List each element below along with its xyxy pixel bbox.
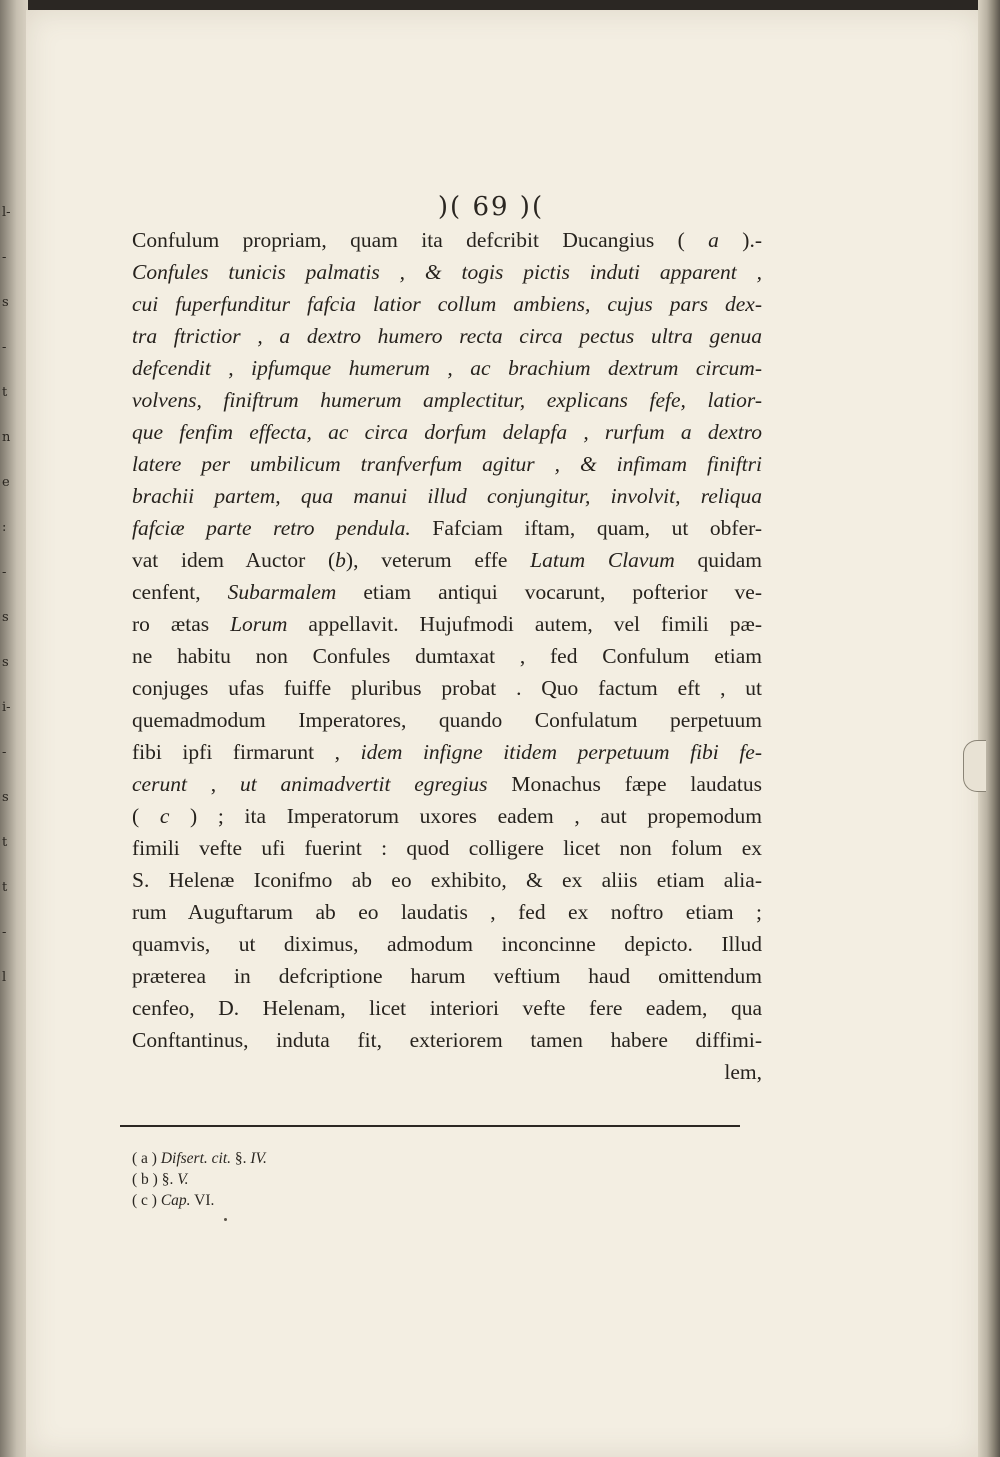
- margin-fragment: -: [2, 250, 7, 265]
- line-run: rum Auguftarum ab eo laudatis , fed ex noftro etiam ;: [132, 900, 762, 924]
- line-run: defcendit , ipfumque humerum , ac brachium dextrum circum-: [132, 356, 762, 380]
- line-run: que fenfim effecta, ac circa dorfum delapfa , rurfum a dextro: [132, 420, 762, 444]
- line-run: Monachus fæpe laudatus: [487, 772, 763, 796]
- margin-fragment: -: [2, 745, 7, 760]
- line-run: fibi ipfi firmarunt ,: [132, 740, 361, 764]
- text-line: [132, 512, 762, 544]
- margin-fragment: l-: [2, 205, 11, 220]
- line-run: ro ætas: [132, 612, 231, 636]
- line-run: vat idem Auctor (: [132, 548, 336, 572]
- line-run: quidam: [674, 548, 762, 572]
- line-run: idem infigne itidem perpetuum fibi fe-: [360, 740, 763, 764]
- line-run: quamvis, ut diximus, admodum inconcinne depicto. Illud: [132, 932, 762, 956]
- footnote-run: ( a ): [132, 1150, 161, 1167]
- text-line: [132, 768, 762, 800]
- margin-fragment: l: [2, 970, 7, 985]
- line-run: Confules tunicis palmatis , & togis pictis induti apparent ,: [132, 260, 762, 284]
- text-line: [132, 960, 762, 992]
- footnotes: [132, 1148, 267, 1211]
- footnote-line: [132, 1190, 267, 1211]
- line-run: præterea in defcriptione harum veftium haud omittendum: [132, 964, 762, 988]
- line-run: cui fuperfunditur fafcia latior collum ambiens, cujus pars dex-: [132, 292, 762, 316]
- book-page: [26, 10, 981, 1457]
- line-run: a: [708, 228, 719, 252]
- line-run: quemadmodum Imperatores, quando Confulatum perpetuum: [132, 708, 762, 732]
- line-run: ut animadvertit egregius: [239, 772, 488, 796]
- margin-fragment: e: [2, 475, 10, 490]
- line-run: (: [132, 804, 160, 828]
- text-line: [132, 928, 762, 960]
- text-line: [132, 416, 762, 448]
- text-line: [132, 832, 762, 864]
- margin-fragment: n: [2, 430, 11, 445]
- line-run: Confulum propriam, quam ita defcribit Ducangius (: [132, 228, 709, 252]
- margin-fragment: :: [2, 520, 7, 535]
- margin-fragment: s: [2, 790, 9, 805]
- footnote-run: ( b ) §.: [132, 1171, 178, 1188]
- line-run: S. Helenæ Iconifmo ab eo exhibito, & ex aliis etiam alia-: [132, 868, 762, 892]
- footnote-run: ( c ): [132, 1192, 161, 1209]
- footnote-line: [132, 1148, 267, 1169]
- line-run: b: [335, 548, 346, 572]
- text-line: [132, 480, 762, 512]
- text-line: [132, 1056, 762, 1088]
- footnote-run: Cap.: [160, 1192, 191, 1209]
- margin-fragment: t: [2, 385, 8, 400]
- footnote-run: Difsert. cit.: [160, 1150, 232, 1167]
- page-number: )( 69 )(: [437, 192, 545, 222]
- text-line: [132, 576, 762, 608]
- line-run: ), veterum effe: [345, 548, 531, 572]
- text-line: [132, 704, 762, 736]
- text-line: [132, 800, 762, 832]
- line-run: appellavit. Hujufmodi autem, vel fimili pæ-: [287, 612, 763, 636]
- line-run: ne habitu non Confules dumtaxat , fed Confulum etiam: [132, 644, 762, 668]
- margin-fragment: t: [2, 835, 8, 850]
- page-stack-edge: [978, 0, 1000, 1457]
- line-run: Latum Clavum: [530, 548, 675, 572]
- line-run: brachii partem, qua manui illud conjungitur, involvit, reliqua: [132, 484, 762, 508]
- line-run: fimili vefte ufi fuerint : quod colligere licet non folum ex: [132, 836, 762, 860]
- line-run: tra ftrictior , a dextro humero recta circa pectus ultra genua: [132, 324, 762, 348]
- margin-fragment: i-: [2, 700, 11, 715]
- margin-fragment: s: [2, 610, 9, 625]
- line-run: Subarmalem: [227, 580, 337, 604]
- page-clip-mark: [963, 740, 986, 792]
- line-run: fafciæ parte retro pendula.: [132, 516, 411, 540]
- margin-fragment: -: [2, 340, 7, 355]
- text-line: [132, 288, 762, 320]
- line-run: latere per umbilicum tranfverfum agitur , & infimam finiftri: [132, 452, 762, 476]
- line-run: etiam antiqui vocarunt, pofterior ve-: [336, 580, 763, 604]
- text-line: [132, 320, 762, 352]
- margin-fragment: t: [2, 880, 8, 895]
- text-line: [132, 1024, 762, 1056]
- margin-fragment: s: [2, 655, 9, 670]
- footnote-run: §.: [231, 1150, 251, 1167]
- line-run: ).-: [718, 228, 762, 252]
- text-line: [132, 736, 762, 768]
- text-line: [132, 544, 762, 576]
- line-run: cerunt: [132, 772, 187, 796]
- text-line: [132, 352, 762, 384]
- line-run: conjuges ufas fuiffe pluribus probat . Quo factum eft , ut: [132, 676, 762, 700]
- adjacent-page-edge: [0, 0, 28, 1457]
- margin-fragment: s: [2, 295, 9, 310]
- text-line: [132, 256, 762, 288]
- text-line: [132, 864, 762, 896]
- text-line: [132, 384, 762, 416]
- text-line: [132, 608, 762, 640]
- margin-fragment: -: [2, 565, 7, 580]
- line-run: c: [159, 804, 170, 828]
- text-line: [132, 640, 762, 672]
- line-run: Conftantinus, induta fit, exteriorem tamen habere diffimi-: [132, 1028, 762, 1052]
- line-run: volvens, finiftrum humerum amplectitur, explicans fefe, latior-: [132, 388, 762, 412]
- footnote-run: VI.: [190, 1192, 215, 1209]
- line-run: cenfent,: [132, 580, 228, 604]
- line-run: lem,: [724, 1060, 762, 1084]
- text-line: [132, 448, 762, 480]
- line-run: ) ; ita Imperatorum uxores eadem , aut propemodum: [169, 804, 762, 828]
- text-line: [132, 992, 762, 1024]
- line-run: Lorum: [230, 612, 288, 636]
- ink-speck: [224, 1218, 227, 1221]
- line-run: cenfeo, D. Helenam, licet interiori vefte fere eadem, qua: [132, 996, 762, 1020]
- footnote-run: IV.: [250, 1150, 267, 1167]
- text-line: [132, 224, 762, 256]
- text-line: [132, 896, 762, 928]
- margin-fragment: -: [2, 925, 7, 940]
- footnote-run: V.: [177, 1171, 189, 1188]
- text-line: [132, 672, 762, 704]
- line-run: ,: [186, 772, 240, 796]
- footnote-line: [132, 1169, 267, 1190]
- footnote-rule: [120, 1125, 740, 1127]
- body-text: [132, 224, 762, 1088]
- line-run: Fafciam iftam, quam, ut obfer-: [410, 516, 762, 540]
